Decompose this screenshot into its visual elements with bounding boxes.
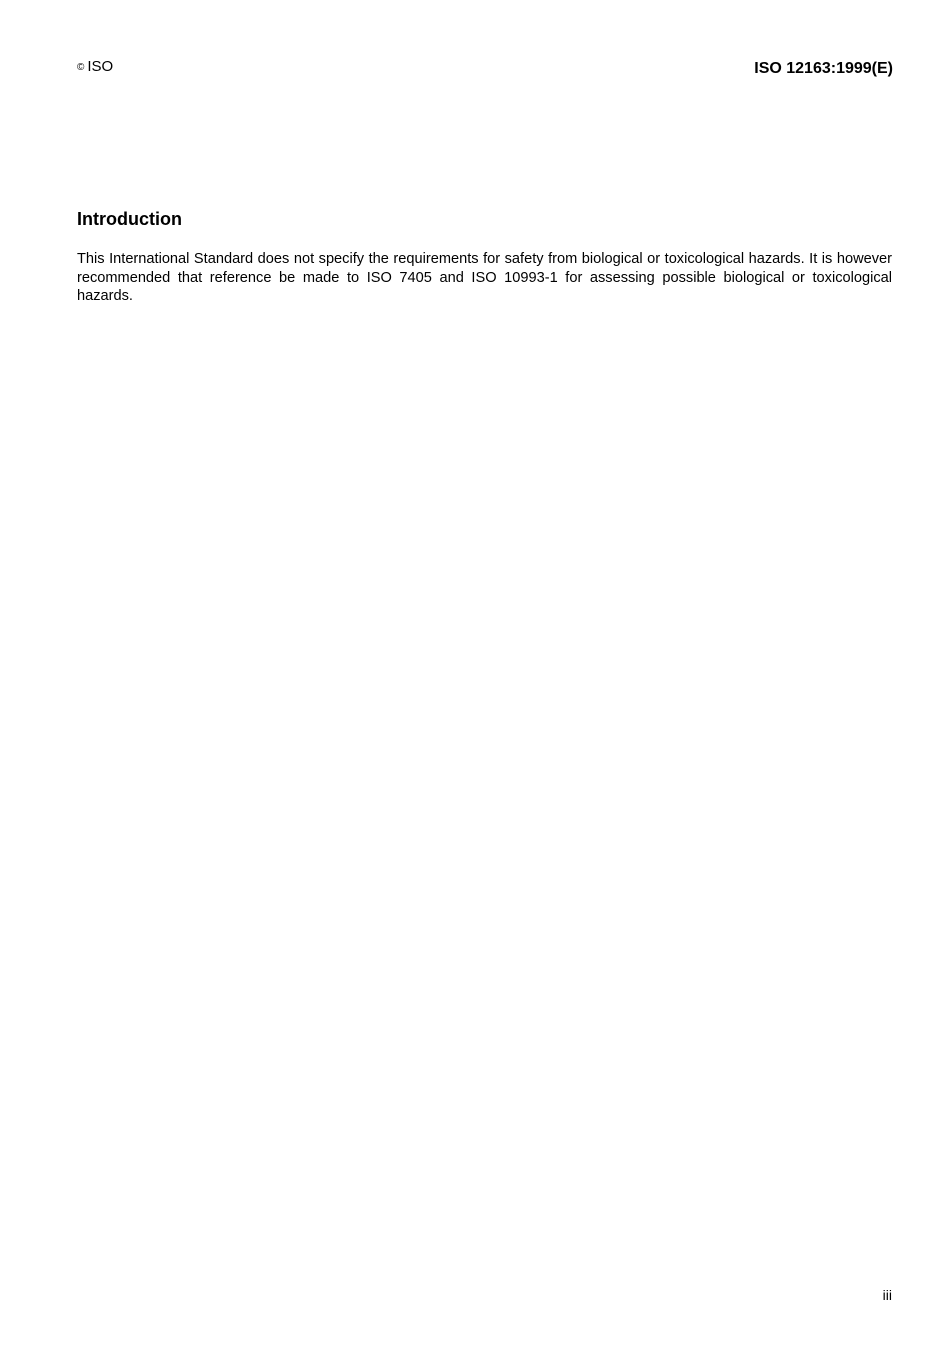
copyright-holder: ISO — [87, 58, 114, 75]
page-number: iii — [882, 1287, 892, 1303]
introduction-paragraph: This International Standard does not specify the requirements for safety from biological or toxicological hazards. It is however recommended that reference be made to ISO 7405 and ISO 10993-1 for assessing possible biological or toxicological hazards. — [77, 251, 892, 305]
section-title: Introduction — [77, 209, 182, 229]
copyright-symbol: © — [77, 62, 85, 73]
document-identifier: ISO 12163:1999(E) — [754, 60, 893, 77]
copyright-notice — [77, 58, 113, 77]
